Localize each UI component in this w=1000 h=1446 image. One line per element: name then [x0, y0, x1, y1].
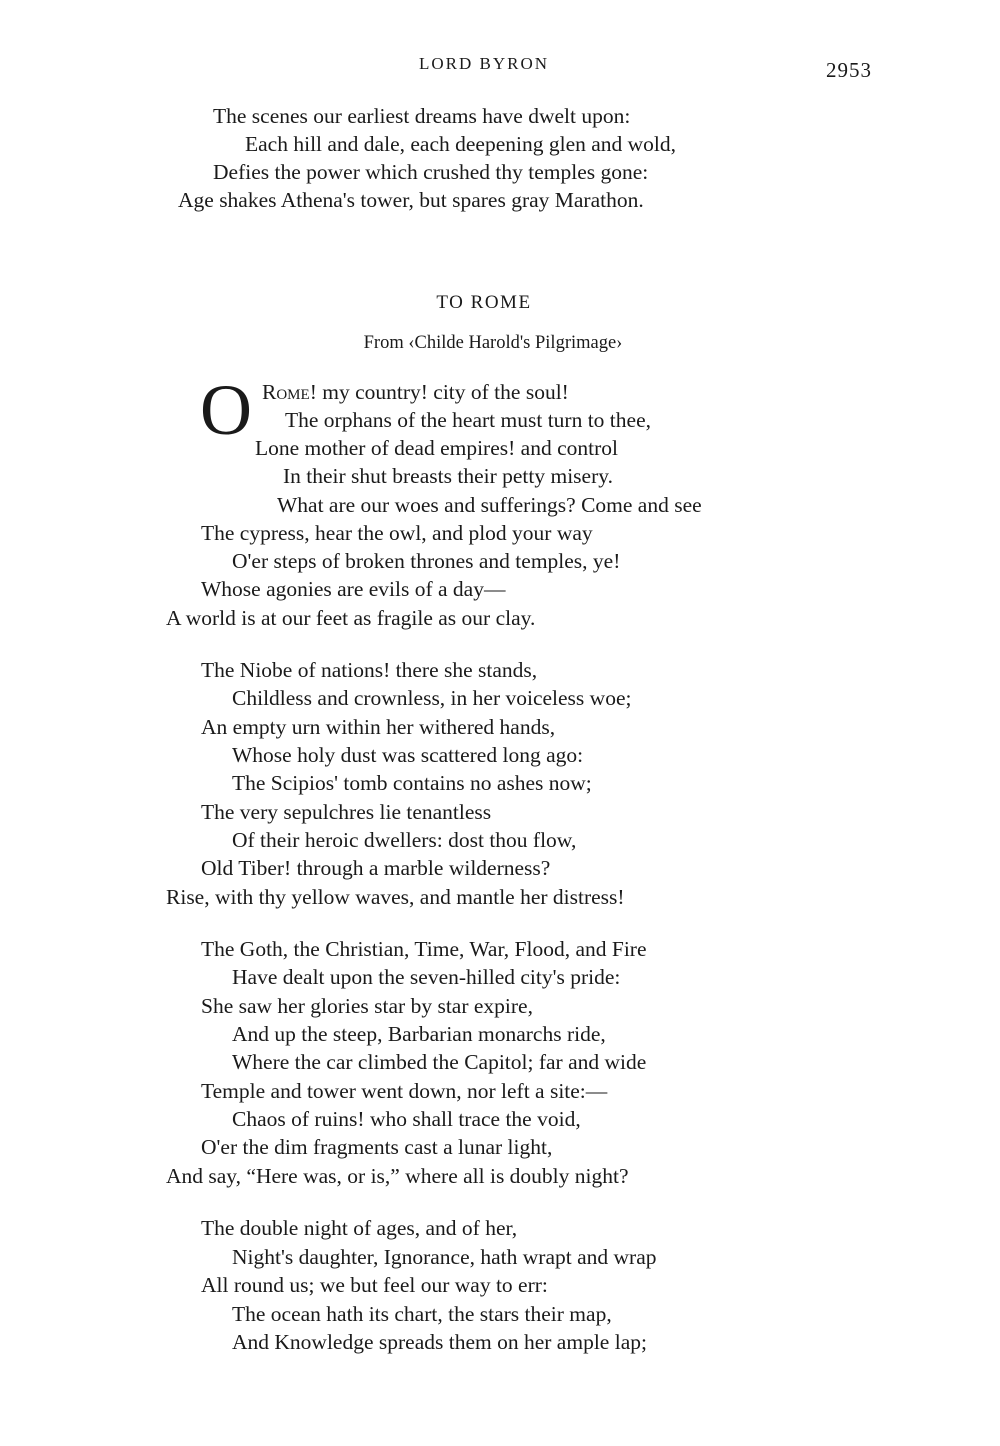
verse-line: An empty urn within her withered hands, [201, 715, 556, 739]
verse-line: The double night of ages, and of her, [201, 1216, 518, 1240]
verse-line: Have dealt upon the seven-hilled city's pride: [232, 965, 621, 989]
verse-line: Chaos of ruins! who shall trace the void, [232, 1107, 581, 1131]
verse-line: All round us; we but feel our way to err: [201, 1273, 548, 1297]
verse-line: The orphans of the heart must turn to thee, [285, 408, 651, 432]
verse-line: Defies the power which crushed thy temples gone: [213, 160, 649, 184]
verse-line: O'er the dim fragments cast a lunar light, [201, 1135, 553, 1159]
verse-line: And up the steep, Barbarian monarchs ride, [232, 1022, 606, 1046]
poem-title: TO ROME [436, 292, 532, 313]
poem-subtitle: From ‹Childe Harold's Pilgrimage› [363, 333, 623, 353]
verse-line [262, 378, 569, 406]
verse-line: And Knowledge spreads them on her ample lap; [232, 1330, 647, 1354]
verse-line: And say, “Here was, or is,” where all is doubly night? [166, 1164, 629, 1188]
verse-line: Night's daughter, Ignorance, hath wrapt and wrap [232, 1245, 657, 1269]
verse-line: She saw her glories star by star expire, [201, 994, 533, 1018]
verse-line: Where the car climbed the Capitol; far and wide [232, 1050, 647, 1074]
verse-line: A world is at our feet as fragile as our clay. [166, 606, 536, 630]
verse-line: The Scipios' tomb contains no ashes now; [232, 771, 592, 795]
verse-line: The Goth, the Christian, Time, War, Flood, and Fire [201, 937, 647, 961]
running-title: LORD BYRON [418, 54, 550, 73]
verse-line: Age shakes Athena's tower, but spares gray Marathon. [178, 188, 644, 212]
first-line-rest: ! my country! city of the soul! [309, 380, 569, 404]
verse-line: Whose agonies are evils of a day— [201, 577, 506, 601]
verse-line: The very sepulchres lie tenantless [201, 800, 492, 824]
verse-line: Of their heroic dwellers: dost thou flow, [232, 828, 577, 852]
verse-line: Rise, with thy yellow waves, and mantle her distress! [166, 885, 625, 909]
verse-line: The ocean hath its chart, the stars their map, [232, 1302, 612, 1326]
verse-line: The cypress, hear the owl, and plod your way [201, 521, 593, 545]
verse-line: Childless and crownless, in her voiceless woe; [232, 686, 632, 710]
verse-line: Each hill and dale, each deepening glen and wold, [245, 132, 677, 156]
verse-line: The scenes our earliest dreams have dwelt upon: [213, 104, 631, 128]
verse-line: Old Tiber! through a marble wilderness? [201, 856, 551, 880]
verse-line: O'er steps of broken thrones and temples, ye! [232, 549, 621, 573]
verse-line: Lone mother of dead empires! and control [255, 436, 618, 460]
verse-line: What are our woes and sufferings? Come and see [277, 493, 702, 517]
first-word: Rome [262, 380, 310, 404]
verse-line: In their shut breasts their petty misery. [283, 464, 613, 488]
drop-cap: O [200, 370, 252, 450]
verse-line: Whose holy dust was scattered long ago: [232, 743, 584, 767]
verse-line: Temple and tower went down, nor left a site:— [201, 1079, 608, 1103]
page-number: 2953 [826, 58, 872, 82]
verse-line: The Niobe of nations! there she stands, [201, 658, 538, 682]
